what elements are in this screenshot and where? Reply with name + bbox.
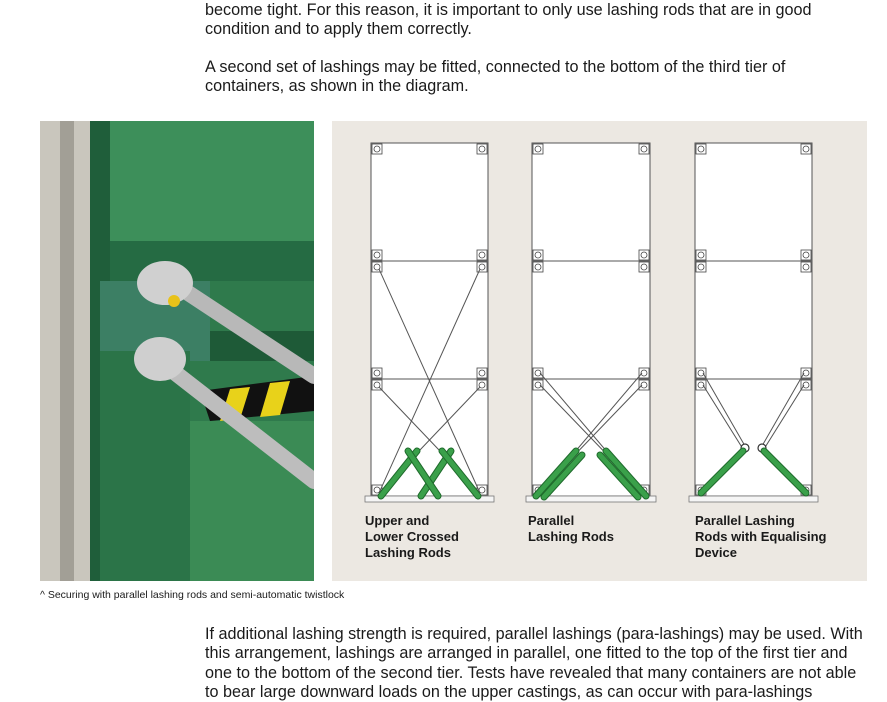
corner-casting-3-tl2 — [696, 380, 706, 390]
corner-casting-2-tl0 — [533, 144, 543, 154]
corner-casting-2-tr0 — [639, 144, 649, 154]
corner-casting-2-tr2 — [639, 380, 649, 390]
corner-casting-2-bl1 — [533, 250, 543, 260]
corner-casting-2-tl2 — [533, 380, 543, 390]
corner-casting-3-tl0 — [696, 144, 706, 154]
corner-casting-3-tl1 — [696, 262, 706, 272]
container-stack-1 — [371, 143, 488, 496]
corner-casting-2-br1 — [639, 250, 649, 260]
corner-casting-2-tr1 — [639, 262, 649, 272]
hatch-cover-3 — [689, 496, 818, 502]
corner-casting-1-tl1 — [372, 262, 382, 272]
body-paragraph-2: A second set of lashings may be fitted, connected to the bottom of the third tier of containers, as shown in the diagram. — [205, 58, 786, 96]
body-paragraph-1: become tight. For this reason, it is important to only use lashing rods that are in good condition and to apply them correctly. — [205, 1, 812, 39]
corner-casting-2-br2 — [639, 368, 649, 378]
container-stack-2 — [532, 143, 650, 496]
corner-casting-1-tr0 — [477, 144, 487, 154]
diagram-label-equalising: Parallel Lashing Rods with Equalising Device — [695, 513, 827, 560]
corner-casting-1-br2 — [477, 368, 487, 378]
corner-casting-3-bl1 — [696, 250, 706, 260]
diagram-label-crossed: Upper and Lower Crossed Lashing Rods — [365, 513, 459, 560]
corner-casting-1-br1 — [477, 250, 487, 260]
lashing-diagram — [332, 121, 867, 581]
lashing-photo — [40, 121, 314, 581]
corner-casting-1-bl2 — [372, 368, 382, 378]
photo-caption: ^ Securing with parallel lashing rods and semi-automatic twistlock — [40, 589, 345, 601]
lashing-diagram-panel — [332, 121, 867, 581]
corner-casting-3-tr0 — [801, 144, 811, 154]
corner-casting-3-tr1 — [801, 262, 811, 272]
corner-casting-2-bl2 — [533, 368, 543, 378]
diagram-label-parallel: Parallel Lashing Rods — [528, 513, 614, 544]
container-stack-3 — [695, 143, 812, 496]
corner-casting-3-br1 — [801, 250, 811, 260]
body-paragraph-3: If additional lashing strength is required, parallel lashings (para-lashings) may be used. With this arrangement, lashings are arranged in parallel, one fitted to the top of the first tier and one to the bottom of the second tier. Tests have revealed that many containers are not able to bear large downward loads on the upper castings, as can occur with para-lashings — [205, 625, 863, 701]
corner-casting-1-tr1 — [477, 262, 487, 272]
corner-casting-1-tl0 — [372, 144, 382, 154]
corner-casting-2-tl1 — [533, 262, 543, 272]
corner-casting-3-tr2 — [801, 380, 811, 390]
corner-casting-1-bl1 — [372, 250, 382, 260]
